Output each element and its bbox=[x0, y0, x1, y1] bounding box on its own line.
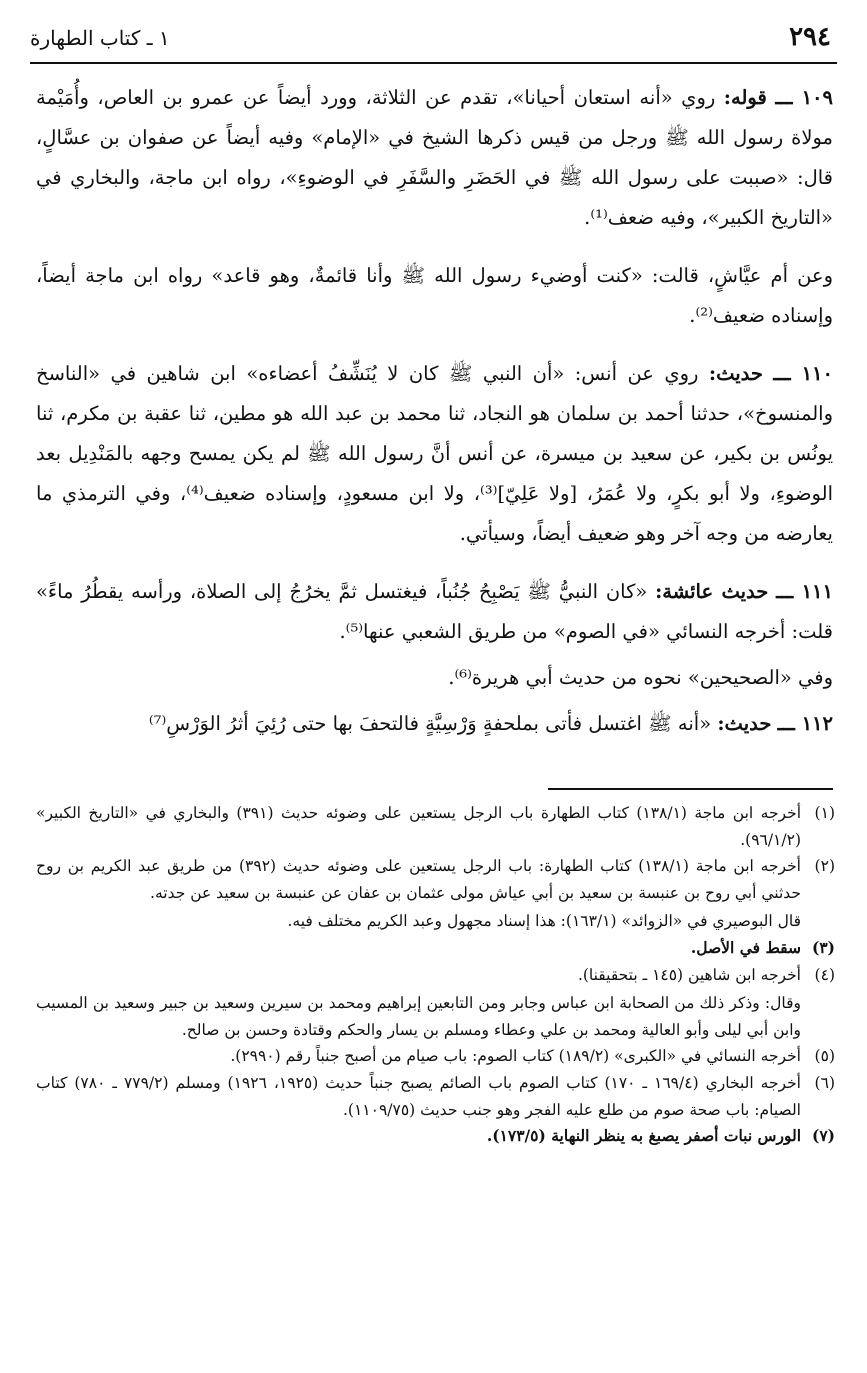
footnote-mark: (١) bbox=[814, 804, 835, 822]
footnote-item bbox=[36, 962, 835, 1044]
paragraph-text: «أنه ﷺ اغتسل فأتى بملحفةٍ وَرْسِيَّةٍ فالتحفَ بها حتى رُئِيَ أثرُ الوَرْسِ⁽⁷⁾ bbox=[148, 712, 712, 735]
hadith-number: ١٠٩ ـــ bbox=[775, 86, 833, 109]
paragraph-text: وعن أم عيَّاشٍ، قالت: «كنت أوضيء رسول الله ﷺ وأنا قائمةٌ، وهو قاعد» رواه ابن ماجة أيضاً، وإسناده ضعيف⁽²⁾. bbox=[36, 264, 833, 327]
running-title: ١ ـ كتاب الطهارة bbox=[30, 26, 170, 50]
main-text bbox=[36, 78, 833, 762]
footnote-text: سقط في الأصل. bbox=[690, 937, 801, 957]
hadith-number: ١١٠ ـــ bbox=[773, 362, 833, 385]
footnote-mark: (٦) bbox=[814, 1073, 835, 1092]
footnote-item bbox=[36, 800, 835, 853]
hadith-keyword: قوله: bbox=[723, 86, 767, 109]
footnote-mark: (٢) bbox=[814, 857, 835, 876]
paragraph-text: «كان النبيُّ ﷺ يَصْبِحُ جُنُباً، فيغتسل ثمَّ يخرُجُ إلى الصلاة، ورأسه يقطُرُ ماءً» قلت: أخرجه النسائي «في الصوم» من طريق الشعبي عنها⁽⁵⁾. bbox=[36, 580, 833, 643]
footnote-text: الورس نبات أصفر يصبغ به ينظر النهاية (١٧٣/٥). bbox=[486, 1126, 801, 1146]
footnote-body bbox=[36, 853, 801, 935]
paragraph-text: وفي «الصحيحين» نحوه من حديث أبي هريرة⁽⁶⁾. bbox=[448, 666, 833, 689]
footnote-subtext: قال البوصيري في «الزوائد» (١٦٣/١): هذا إسناد مجهول وعبد الكريم مختلف فيه. bbox=[287, 912, 801, 931]
footnote-text: أخرجه ابن ماجة (١٣٨/١) كتاب الطهارة: باب الرجل يستعين على وضوئه حديث (٣٩٢) من طريق عبد الكريم بن روح حدثني أبي روح بن عنبسة بن سعيد بن أبي عياش مولى عثمان بن عفان عن عنبسة بن سعيد عن جدته. bbox=[36, 857, 801, 902]
hadith-keyword: حديث: bbox=[708, 362, 763, 385]
paragraph bbox=[36, 256, 833, 336]
page-header bbox=[30, 18, 837, 64]
hadith-number: ١١٢ ـــ bbox=[777, 712, 833, 735]
footnote-text: أخرجه ابن شاهين (١٤٥ ـ بتحقيقنا). bbox=[577, 965, 801, 984]
paragraph-text: روي عن أنس: «أن النبي ﷺ كان لا يُنَشِّفُ أعضاءه» ابن شاهين في «الناسخ والمنسوخ»، حدثنا أحمد بن سلمان هو النجاد، ثنا محمد بن عبد الله هو مطين، ثنا عقبة بن مكرم، ثنا يونُس بن بكير، عن سعيد بن ميسرة، عن أنس أنَّ رسول الله ﷺ لم يكن يمسح وجهه بالمَنْدِيل بعد الوضوءِ، ولا أبو بكرٍ، ولا عُمَرُ، [ولا عَلِيّ]⁽³⁾، ولا ابن مسعودٍ، وإسناده ضعيف⁽⁴⁾، وفي الترمذي ما يعارضه من وجه آخر وهو ضعيف أيضاً، وسيأتي. bbox=[36, 362, 833, 545]
paragraph-text: روي «أنه استعان أحيانا»، تقدم عن الثلاثة، وورد أيضاً عن عمرو بن العاص، وأُمَيْمة مولاة رسول الله ﷺ ورجل من قيس ذكرها الشيخ في «الإمام» وفيه أيضاً عن صفوان بن عسَّالٍ، قال: «صببت على رسول الله ﷺ في الحَضَرِ والسَّفَرِ في الوضوءِ»، رواه ابن ماجة، والبخاري في «التاريخ الكبير»، وفيه ضعف⁽¹⁾. bbox=[36, 86, 833, 229]
footnote-mark: (٣) bbox=[811, 937, 835, 957]
footnote-text: أخرجه ابن ماجة (١٣٨/١) كتاب الطهارة باب الرجل يستعين على وضوئه حديث (٣٩١) والبخاري في «التاريخ الكبير» (٩٦/١/٢). bbox=[36, 804, 801, 849]
footnote-mark: (٧) bbox=[811, 1126, 835, 1146]
footnote-item bbox=[36, 853, 835, 935]
footnote-divider bbox=[548, 788, 833, 790]
hadith-keyword: حديث: bbox=[717, 712, 772, 735]
paragraph bbox=[36, 704, 833, 744]
footnote-text: أخرجه النسائي في «الكبرى» (١٨٩/٢) كتاب الصوم: باب صيام من أصبح جنباً رقم (٢٩٩٠). bbox=[230, 1047, 801, 1066]
paragraph bbox=[36, 78, 833, 238]
paragraph bbox=[36, 572, 833, 652]
footnote-item bbox=[36, 1123, 835, 1150]
footnote-text: أخرجه البخاري (١٦٩/٤ ـ ١٧٠) كتاب الصوم باب الصائم يصبح جنباً حديث (١٩٢٥، ١٩٢٦) ومسلم (٧٧٩/٢ ـ ٧٨٠) كتاب الصيام: باب صحة صوم من طلع عليه الفجر وهو جنب حديث (١١٠٩/٧٥). bbox=[36, 1073, 801, 1119]
footnotes bbox=[36, 800, 835, 1150]
footnote-body bbox=[36, 962, 801, 1044]
footnote-item bbox=[36, 1043, 835, 1070]
footnote-mark: (٥) bbox=[814, 1047, 835, 1066]
page-number: ٢٩٤ bbox=[789, 22, 831, 52]
paragraph bbox=[36, 658, 833, 698]
footnote-item bbox=[36, 1070, 835, 1123]
footnote-mark: (٤) bbox=[814, 965, 835, 984]
hadith-number: ١١١ ـــ bbox=[776, 580, 833, 603]
hadith-keyword: حديث عائشة: bbox=[655, 580, 769, 603]
footnote-item bbox=[36, 935, 835, 962]
paragraph bbox=[36, 354, 833, 554]
footnote-subtext: وقال: وذكر ذلك من الصحابة ابن عباس وجابر ومن التابعين إبراهيم ومحمد بن سيرين وسعيد بن جبير وسعيد بن المسيب وابن أبي ليلى وأبو العالية ومحمد بن علي وعطاء ومسلم بن يسار والحكم وقتادة وحسن بن صالح. bbox=[36, 994, 801, 1039]
